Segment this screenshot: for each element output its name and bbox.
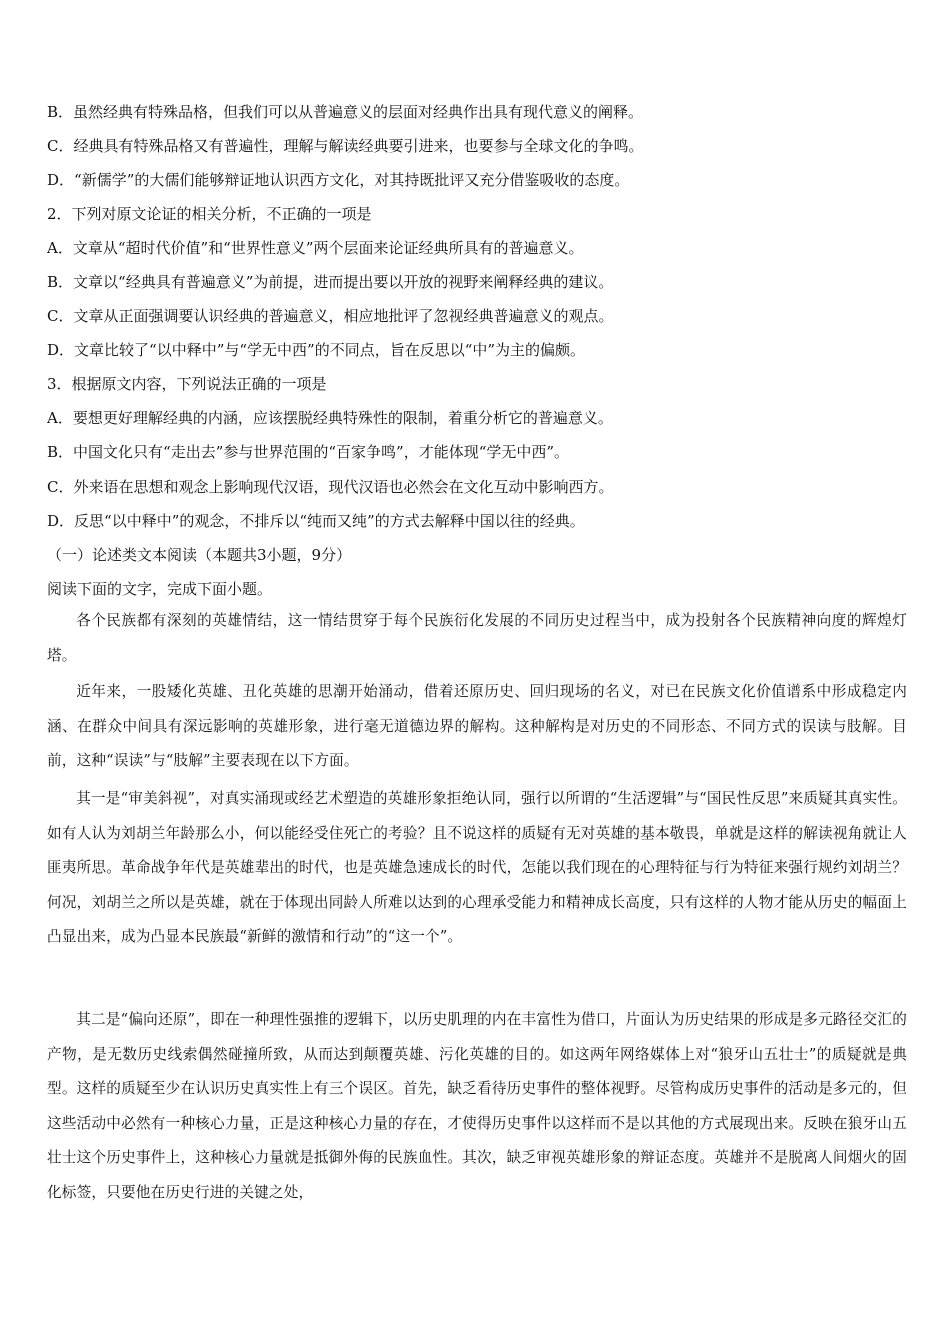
- section-instruction: 阅读下面的文字，完成下面小题。: [47, 580, 273, 598]
- q2-option-d: D．文章比较了“以中释中”与“学无中西”的不同点，旨在反思以“中”为主的偏颇。: [47, 341, 586, 359]
- q2-option-b: B．文章以“经典具有普遍意义”为前提，进而提出要以开放的视野来阐释经典的建议。: [47, 273, 614, 291]
- q2-stem: 2．下列对原文论证的相关分析，不正确的一项是: [47, 205, 372, 223]
- q1-option-d: D．“新儒学”的大儒们能够辩证地认识西方文化，对其持既批评又充分借鉴吸收的态度。: [47, 171, 630, 189]
- q3-option-a: A．要想更好理解经典的内涵，应该摆脱经典特殊性的限制，着重分析它的普遍意义。: [47, 409, 613, 427]
- passage-paragraph-2: 近年来，一股矮化英雄、丑化英雄的思潮开始涌动，借着还原历史、回归现场的名义，对已在民族文化价值谱系中形成稳定内涵、在群众中间具有深远影响的英雄形象，进行毫无道德边界的解构。这种解构是对历史的不同形态、不同方式的误读与肢解。目前，这种“误读”与“肢解”主要表现在以下方面。: [47, 683, 907, 769]
- passage-paragraph-3: 其一是“审美斜视”，对真实涌现或经艺术塑造的英雄形象拒绝认同，强行以所谓的“生活逻辑”与“国民性反思”来质疑其真实性。如有人认为刘胡兰年龄那么小，何以能经受住死亡的考验？且不说这样的质疑有无对英雄的基本敬畏，单就是这样的解读视角就让人匪夷所思。革命战争年代是英雄辈出的时代，也是英雄急速成长的时代，怎能以我们现在的心理特征与行为特征来强行规约刘胡兰？何况，刘胡兰之所以是英雄，就在于体现出同龄人所难以达到的心理承受能力和精神成长高度，只有这样的人物才能从历史的幅面上凸显出来，成为凸显本民族最“新鲜的激情和行动”的“这一个”。: [47, 790, 907, 945]
- q1-option-c: C．经典具有特殊品格又有普遍性，理解与解读经典要引进来，也要参与全球文化的争鸣。: [47, 137, 644, 155]
- q3-option-d: D．反思“以中释中”的观念，不排斥以“纯而又纯”的方式去解释中国以往的经典。: [47, 512, 585, 530]
- q3-option-b: B．中国文化只有“走出去”参与世界范围的“百家争鸣”，才能体现“学无中西”。: [47, 443, 570, 461]
- q2-option-a: A．文章从“超时代价值”和“世界性意义”两个层面来论证经典所具有的普遍意义。: [47, 239, 584, 257]
- q3-option-c: C．外来语在思想和观念上影响现代汉语，现代汉语也必然会在文化互动中影响西方。: [47, 478, 614, 496]
- section-heading: （一）论述类文本阅读（本题共3小题，9分）: [47, 546, 352, 564]
- passage-paragraph-1: 各个民族都有深刻的英雄情结，这一情结贯穿于每个民族衍化发展的不同历史过程当中，成为投射各个民族精神向度的辉煌灯塔。: [47, 612, 907, 664]
- q3-stem: 3．根据原文内容，下列说法正确的一项是: [47, 375, 327, 393]
- passage-paragraph-4: 其二是“偏向还原”，即在一种理性强推的逻辑下，以历史肌理的内在丰富性为借口，片面认为历史结果的形成是多元路径交汇的产物，是无数历史线索偶然碰撞所致，从而达到颠覆英雄、污化英雄的目的。如这两年网络媒体上对“狼牙山五壮士”的质疑就是典型。这样的质疑至少在认识历史真实性上有三个误区。首先，缺乏看待历史事件的整体视野。尽管构成历史事件的活动是多元的，但这些活动中必然有一种核心力量，正是这种核心力量的存在，才使得历史事件以这样而不是以其他的方式展现出来。反映在狼牙山五壮士这个历史事件上，这种核心力量就是抵御外侮的民族血性。其次，缺乏审视英雄形象的辩证态度。英雄并不是脱离人间烟火的固化标签，只要他在历史行进的关键之处，: [47, 1011, 907, 1201]
- q1-option-b: B．虽然经典有特殊品格，但我们可以从普遍意义的层面对经典作出具有现代意义的阐释。: [47, 103, 644, 121]
- q2-option-c: C．文章从正面强调要认识经典的普遍意义，相应地批评了忽视经典普遍意义的观点。: [47, 307, 614, 325]
